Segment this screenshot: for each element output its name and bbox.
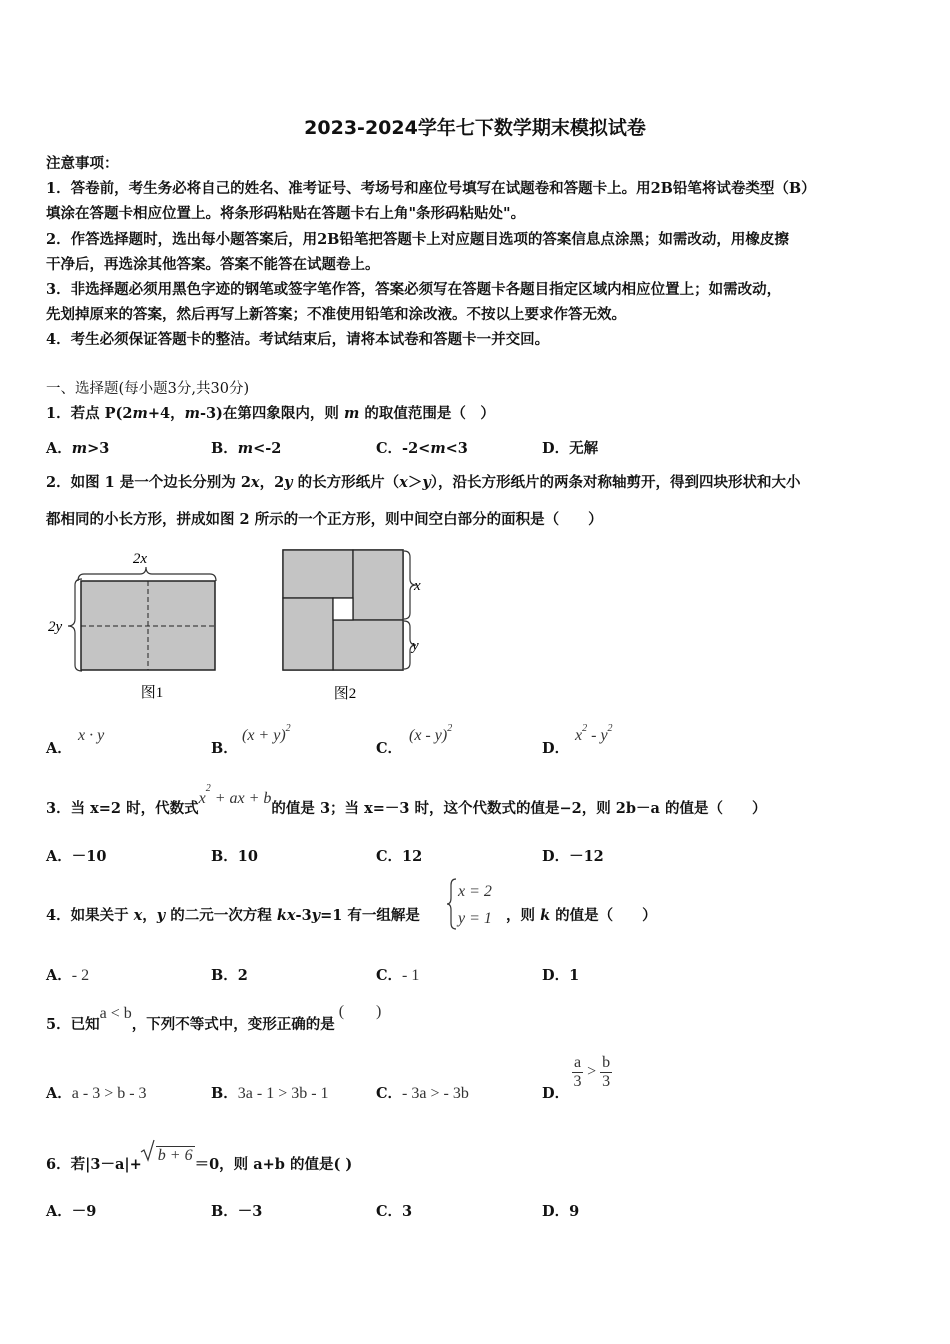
q6-option-c[interactable]: C．3 [376,1203,413,1220]
q1-option-b[interactable]: B．m<-2 [211,440,282,457]
q3-option-d[interactable]: D．－12 [542,848,604,865]
fig2-piece-top [283,550,353,598]
notice-line: 2．作答选择题时，选出每小题答案后，用2B铅笔把答题卡上对应题目选项的答案信息点涂黑；如需改动，用橡皮擦 [46,231,789,248]
fig1-left-label: 2y [48,619,63,635]
q4-system-brace [447,879,456,929]
q2-option-d-expr: $x^2 - y^2$ [575,723,613,744]
q4-option-a[interactable]: A．- 2 [46,967,90,984]
fig2-piece-bottom [333,620,403,670]
q6-option-b[interactable]: B．－3 [211,1203,263,1220]
q3-option-c[interactable]: C．12 [376,848,423,865]
question-4: 4．如果关于 x，y 的二元一次方程 kx-3y=1 有一组解是 [46,907,420,924]
notice-line: 3．非选择题必须用黑色字迹的钢笔或签字笔作答，答案必须写在答题卡各题目指定区域内相应位置上；如需改动， [46,281,782,298]
notice-line: 填涂在答题卡相应位置上。将条形码粘贴在答题卡右上角"条形码粘贴处"。 [46,205,526,222]
fig1-top-label: 2x [132,551,148,567]
section-heading: 一、选择题(每小题3分,共30分) [46,381,250,397]
q6-option-d[interactable]: D．9 [542,1203,580,1220]
q5-option-a[interactable]: A．a - 3 > b - 3 [46,1085,147,1102]
fig2-y-label: y [412,638,419,654]
q1-option-c[interactable]: C．-2<m<3 [376,440,468,457]
fig1-top-brace [78,567,216,581]
q4-option-c[interactable]: C．- 1 [376,967,420,984]
q2-option-a-expr: x · y [78,727,105,744]
fig2-piece-left [283,598,333,670]
q2-option-c-expr: (x - y)$^2$ [409,723,453,744]
notice-line: 1．答卷前，考生务必将自己的姓名、准考证号、考场号和座位号填写在试题卷和答题卡上。用2B铅笔将试卷类型（B） [46,180,816,197]
fig2-piece-right [353,550,403,620]
question-6: 6．若|3－a|+b + 6＝0，则 a+b 的值是( ) [46,1147,353,1173]
fig2-caption: 图2 [333,686,357,702]
fig1-left-brace [68,579,82,671]
question-1: 1．若点 P(2m+4，m-3)在第四象限内，则 m 的取值范围是（ ） [46,405,495,422]
q4-system-eq1: x = 2 [458,883,492,900]
question-3: 3．当 x=2 时，代数式$x^2$ + ax + b的值是 3；当 x=－3 时，这个代数式的值是−2，则 2b－a 的值是（ ） [46,783,767,817]
q2-option-b-expr: $(x + y)^2$ [242,723,291,744]
q5-option-b[interactable]: B．3a - 1 > 3b - 1 [211,1085,329,1102]
q5-option-c[interactable]: C．- 3a > - 3b [376,1085,469,1102]
notice-line: 干净后，再选涂其他答案。答案不能答在试题卷上。 [46,256,380,273]
fig1-caption: 图1 [140,685,164,701]
q4-option-d[interactable]: D．1 [542,967,580,984]
fig2-center-hole [333,598,353,620]
notice-line: 4．考生必须保证答题卡的整洁。考试结束后，请将本试卷和答题卡一并交回。 [46,331,550,348]
q3-option-a[interactable]: A．－10 [46,848,107,865]
q6-sqrt: b + 6 [157,1147,193,1164]
q6-option-a[interactable]: A．－9 [46,1203,97,1220]
question-2-line-1: 2．如图 1 是一个边长分别为 2x，2y 的长方形纸片（x＞y），沿长方形纸片的两条对称轴剪开，得到四块形状和大小 [46,474,801,491]
q2-option-c[interactable]: C． [376,740,403,757]
question-5: 5．已知a < b，下列不等式中，变形正确的是( ) [46,1003,382,1033]
q2-option-b[interactable]: B． [211,740,238,757]
q4-option-b[interactable]: B．2 [211,967,248,984]
q6-radical-sign [140,1139,156,1163]
q1-option-a[interactable]: A．m>3 [46,440,110,457]
fig2-x-label: x [414,578,421,594]
figure-1 [44,545,229,705]
question-4-tail: ，则 k 的值是（ ） [506,907,657,924]
q1-option-d[interactable]: D．无解 [542,440,599,457]
q2-option-d[interactable]: D． [542,740,570,757]
q3-option-b[interactable]: B．10 [211,848,258,865]
q4-system-eq2: y = 1 [458,910,492,927]
q5-option-d-expr: $\frac{a}{3}$ > $\frac{b}{3}$ [573,1054,611,1090]
question-2-line-2: 都相同的小长方形，拼成如图 2 所示的一个正方形，则中间空白部分的面积是（ ） [46,511,603,528]
q5-option-d[interactable]: D． [542,1085,570,1102]
figure-2 [278,545,438,707]
page-title: 2023-2024学年七下数学期末模拟试卷 [304,117,646,139]
q4-equation-system [446,876,502,932]
notice-heading: 注意事项： [46,155,119,172]
q2-option-a[interactable]: A． [46,740,72,757]
notice-line: 先划掉原来的答案，然后再写上新答案；不准使用铅笔和涂改液。不按以上要求作答无效。 [46,306,626,323]
